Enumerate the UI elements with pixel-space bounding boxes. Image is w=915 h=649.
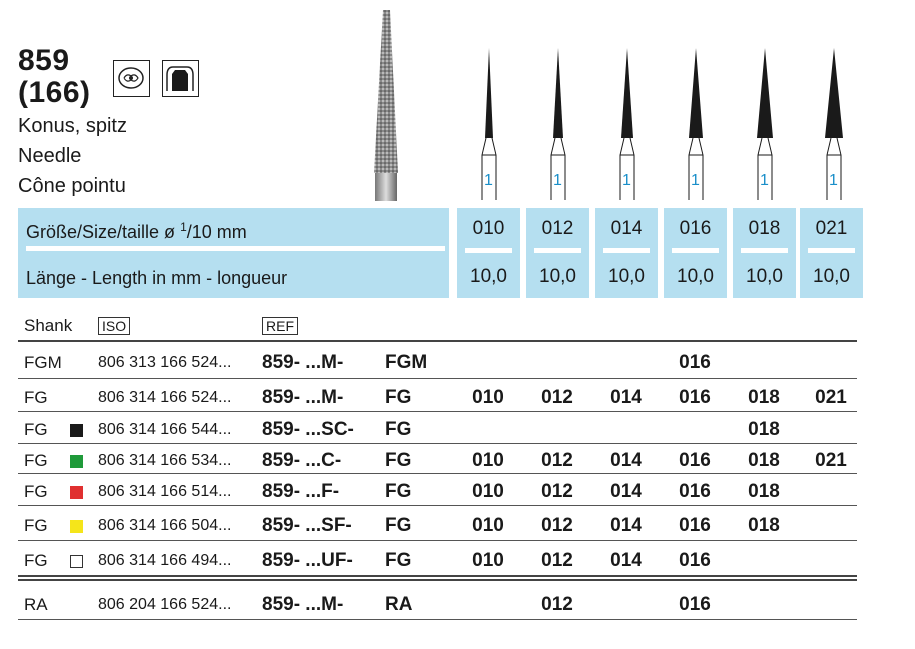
available-size: 014	[610, 515, 642, 536]
product-iso-number: (166)	[18, 76, 91, 109]
size-value: 014	[610, 218, 643, 239]
available-size: 016	[679, 550, 711, 571]
instrument-label: 1	[553, 172, 562, 189]
shank-code: FG	[385, 481, 412, 502]
shank-type: RA	[24, 595, 48, 614]
size-column	[526, 208, 589, 298]
product-number: 859	[18, 44, 70, 77]
available-size: 010	[472, 481, 504, 502]
available-size: 021	[815, 387, 847, 408]
size-value: 010	[472, 218, 505, 239]
instrument-labels	[455, 172, 860, 196]
length-value: 10,0	[470, 266, 507, 287]
shank-code: FG	[385, 419, 412, 440]
column-divider	[465, 248, 512, 253]
product-name-de: Konus, spitz	[18, 115, 127, 137]
size-column	[800, 208, 863, 298]
size-column	[457, 208, 520, 298]
ref-number: 859- ...UF-	[262, 550, 353, 571]
ref-number: 859- ...SC-	[262, 419, 354, 440]
row-divider	[18, 473, 857, 474]
available-size: 012	[541, 481, 573, 502]
available-size: 010	[472, 515, 504, 536]
tooth-occlusal-icon	[113, 60, 150, 97]
iso-number: 806 314 166 514...	[98, 483, 232, 500]
available-size: 016	[679, 387, 711, 408]
available-size: 014	[610, 481, 642, 502]
ref-number: 859- ...M-	[262, 387, 344, 408]
shank-code: FG	[385, 515, 412, 536]
column-divider	[741, 248, 788, 253]
available-size: 016	[679, 594, 711, 615]
shank-type: FG	[24, 420, 48, 439]
row-divider	[18, 340, 857, 342]
available-size: 012	[541, 515, 573, 536]
crown-prep-icon	[162, 60, 199, 97]
bur-photo	[350, 8, 420, 203]
row-divider	[18, 579, 857, 581]
available-size: 018	[748, 481, 780, 502]
iso-header: ISO	[98, 317, 130, 335]
instrument-label: 1	[484, 172, 493, 189]
available-size: 010	[472, 387, 504, 408]
row-divider	[18, 505, 857, 506]
ref-number: 859- ...SF-	[262, 515, 352, 536]
iso-number: 806 314 166 534...	[98, 452, 232, 469]
column-divider	[603, 248, 650, 253]
row-divider	[18, 619, 857, 620]
row-divider	[18, 575, 857, 577]
available-size: 012	[541, 387, 573, 408]
size-value: 012	[541, 218, 574, 239]
available-size: 014	[610, 450, 642, 471]
shank-code: FG	[385, 387, 412, 408]
grit-color-swatch	[70, 520, 83, 533]
shank-code: FG	[385, 550, 412, 571]
shank-type: FG	[24, 516, 48, 535]
size-column	[733, 208, 796, 298]
column-divider	[808, 248, 855, 253]
size-column	[664, 208, 727, 298]
available-size: 010	[472, 550, 504, 571]
product-name-fr: Cône pointu	[18, 175, 126, 197]
grit-color-swatch	[70, 555, 83, 568]
column-divider	[534, 248, 581, 253]
shank-type: FG	[24, 551, 48, 570]
size-value: 021	[815, 218, 848, 239]
size-column	[595, 208, 658, 298]
grit-color-swatch	[70, 455, 83, 468]
header-band	[18, 208, 449, 298]
ref-number: 859- ...F-	[262, 481, 340, 502]
instrument-label: 1	[760, 172, 769, 189]
available-size: 016	[679, 515, 711, 536]
row-divider	[18, 378, 857, 379]
instrument-label: 1	[829, 172, 838, 189]
band-divider	[26, 246, 445, 251]
shank-header: Shank	[24, 316, 73, 335]
grit-color-swatch	[70, 486, 83, 499]
available-size: 016	[679, 450, 711, 471]
size-value: 016	[679, 218, 712, 239]
instrument-label: 1	[691, 172, 700, 189]
available-size: 012	[541, 550, 573, 571]
iso-number: 806 204 166 524...	[98, 596, 232, 613]
grit-color-swatch	[70, 424, 83, 437]
length-value: 10,0	[813, 266, 850, 287]
shank-type: FGM	[24, 353, 62, 372]
available-size: 014	[610, 387, 642, 408]
shank-type: FG	[24, 451, 48, 470]
iso-number: 806 313 166 524...	[98, 354, 232, 371]
shank-type: FG	[24, 388, 48, 407]
size-value: 018	[748, 218, 781, 239]
length-value: 10,0	[677, 266, 714, 287]
row-divider	[18, 540, 857, 541]
length-label: Länge - Length in mm - longueur	[26, 268, 288, 288]
available-size: 021	[815, 450, 847, 471]
iso-number: 806 314 166 504...	[98, 517, 232, 534]
shank-code: FGM	[385, 352, 428, 373]
available-size: 014	[610, 550, 642, 571]
shank-code: RA	[385, 594, 413, 615]
column-divider	[672, 248, 719, 253]
available-size: 018	[748, 387, 780, 408]
shank-code: FG	[385, 450, 412, 471]
instrument-label: 1	[622, 172, 631, 189]
ref-number: 859- ...M-	[262, 352, 344, 373]
available-size: 012	[541, 594, 573, 615]
available-size: 010	[472, 450, 504, 471]
length-value: 10,0	[608, 266, 645, 287]
iso-number: 806 314 166 494...	[98, 552, 232, 569]
available-size: 018	[748, 515, 780, 536]
available-size: 018	[748, 419, 780, 440]
ref-header: REF	[262, 317, 298, 335]
length-value: 10,0	[539, 266, 576, 287]
row-divider	[18, 411, 857, 412]
row-divider	[18, 443, 857, 444]
shank-type: FG	[24, 482, 48, 501]
available-size: 016	[679, 481, 711, 502]
iso-number: 806 314 166 524...	[98, 389, 232, 406]
length-value: 10,0	[746, 266, 783, 287]
available-size: 018	[748, 450, 780, 471]
ref-number: 859- ...C-	[262, 450, 342, 471]
available-size: 016	[679, 352, 711, 373]
size-label: Größe/Size/taille ø $^1$/10 mm	[26, 220, 247, 242]
iso-number: 806 314 166 544...	[98, 421, 232, 438]
ref-number: 859- ...M-	[262, 594, 344, 615]
available-size: 012	[541, 450, 573, 471]
product-name-en: Needle	[18, 145, 82, 167]
